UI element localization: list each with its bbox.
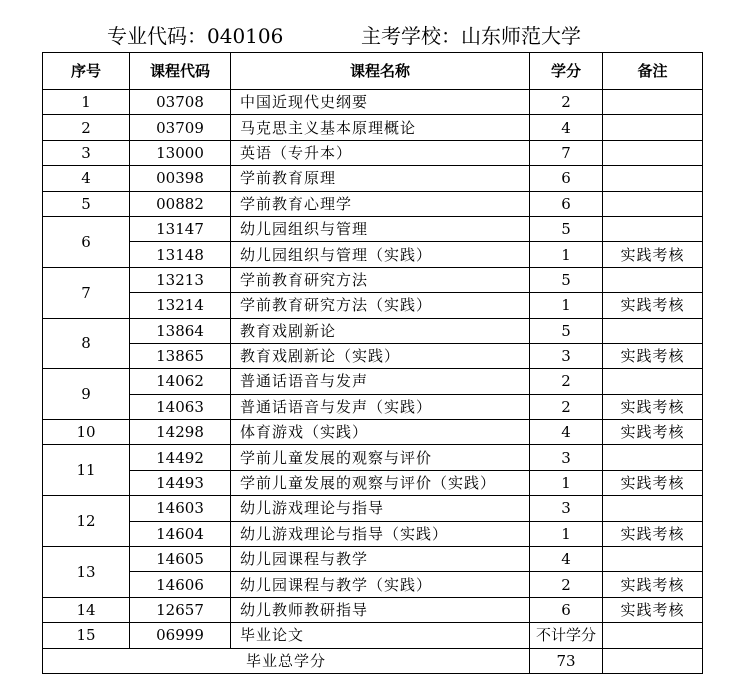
course-note [603, 318, 703, 343]
course-name: 学前教育原理 [231, 166, 530, 191]
course-credit: 3 [530, 445, 603, 470]
row-number: 9 [43, 369, 130, 420]
course-credit: 不计学分 [530, 623, 603, 648]
course-note: 实践考核 [603, 420, 703, 445]
table-row [43, 547, 703, 572]
course-credit: 6 [530, 166, 603, 191]
course-name: 幼儿游戏理论与指导（实践） [231, 521, 530, 546]
course-name: 幼儿园组织与管理（实践） [231, 242, 530, 267]
course-name: 学前儿童发展的观察与评价（实践） [231, 470, 530, 495]
course-code: 14604 [130, 521, 231, 546]
course-name: 幼儿园课程与教学（实践） [231, 572, 530, 597]
total-credit-label: 毕业总学分 [43, 648, 530, 673]
course-credit: 1 [530, 242, 603, 267]
course-code: 14062 [130, 369, 231, 394]
table-row [43, 394, 703, 419]
course-credit: 2 [530, 572, 603, 597]
course-code: 14063 [130, 394, 231, 419]
table-row [43, 521, 703, 546]
course-note: 实践考核 [603, 597, 703, 622]
course-code: 14492 [130, 445, 231, 470]
table-row [43, 623, 703, 648]
course-code: 14605 [130, 547, 231, 572]
table-row [43, 191, 703, 216]
course-code: 13000 [130, 140, 231, 165]
course-note: 实践考核 [603, 242, 703, 267]
course-credit: 2 [530, 90, 603, 115]
course-name: 幼儿园组织与管理 [231, 216, 530, 241]
course-credit: 5 [530, 318, 603, 343]
table-row [43, 597, 703, 622]
course-name: 学前儿童发展的观察与评价 [231, 445, 530, 470]
course-credit: 2 [530, 369, 603, 394]
course-note [603, 547, 703, 572]
course-code: 00398 [130, 166, 231, 191]
course-note: 实践考核 [603, 394, 703, 419]
column-header-note: 备注 [603, 53, 703, 90]
course-name: 幼儿游戏理论与指导 [231, 496, 530, 521]
row-number: 14 [43, 597, 130, 622]
row-number: 7 [43, 267, 130, 318]
table-row [43, 216, 703, 241]
row-number: 1 [43, 90, 130, 115]
course-code: 13147 [130, 216, 231, 241]
row-number: 4 [43, 166, 130, 191]
course-name: 学前教育心理学 [231, 191, 530, 216]
row-number: 8 [43, 318, 130, 369]
table-row [43, 267, 703, 292]
table-row [43, 242, 703, 267]
table-row [43, 318, 703, 343]
course-name: 幼儿园课程与教学 [231, 547, 530, 572]
course-credit: 4 [530, 115, 603, 140]
course-note [603, 496, 703, 521]
course-name: 普通话语音与发声 [231, 369, 530, 394]
course-credit: 7 [530, 140, 603, 165]
course-name: 学前教育研究方法 [231, 267, 530, 292]
course-credit: 4 [530, 420, 603, 445]
row-number: 13 [43, 547, 130, 598]
course-note: 实践考核 [603, 572, 703, 597]
course-credit: 5 [530, 216, 603, 241]
table-row [43, 343, 703, 368]
table-row [43, 140, 703, 165]
course-note [603, 216, 703, 241]
column-header-name: 课程名称 [231, 53, 530, 90]
course-name: 教育戏剧新论 [231, 318, 530, 343]
course-code: 14606 [130, 572, 231, 597]
row-number: 11 [43, 445, 130, 496]
course-code: 03709 [130, 115, 231, 140]
table-row [43, 470, 703, 495]
table-row [43, 115, 703, 140]
course-credit: 3 [530, 343, 603, 368]
course-table [42, 52, 703, 674]
course-code: 13214 [130, 293, 231, 318]
course-credit: 1 [530, 293, 603, 318]
row-number: 12 [43, 496, 130, 547]
course-credit: 2 [530, 394, 603, 419]
course-credit: 1 [530, 521, 603, 546]
course-name: 体育游戏（实践） [231, 420, 530, 445]
course-code: 14493 [130, 470, 231, 495]
row-number: 10 [43, 420, 130, 445]
table-row [43, 369, 703, 394]
document-heading [0, 21, 747, 51]
table-row [43, 420, 703, 445]
course-credit: 6 [530, 191, 603, 216]
total-credit-value: 73 [530, 648, 603, 673]
course-code: 14298 [130, 420, 231, 445]
table-row [43, 166, 703, 191]
table-row [43, 445, 703, 470]
course-note [603, 191, 703, 216]
course-note [603, 90, 703, 115]
course-code: 13865 [130, 343, 231, 368]
table-header-row [43, 53, 703, 90]
course-credit: 4 [530, 547, 603, 572]
course-code: 13148 [130, 242, 231, 267]
exam-school: 主考学校：山东师范大学 [361, 24, 581, 48]
course-note [603, 166, 703, 191]
course-code: 14603 [130, 496, 231, 521]
course-code: 06999 [130, 623, 231, 648]
course-note: 实践考核 [603, 470, 703, 495]
course-name: 学前教育研究方法（实践） [231, 293, 530, 318]
course-code: 00882 [130, 191, 231, 216]
total-note [603, 648, 703, 673]
major-code: 专业代码：040106 [107, 24, 284, 48]
course-code: 03708 [130, 90, 231, 115]
course-name: 马克思主义基本原理概论 [231, 115, 530, 140]
course-name: 中国近现代史纲要 [231, 90, 530, 115]
row-number: 15 [43, 623, 130, 648]
course-name: 教育戏剧新论（实践） [231, 343, 530, 368]
course-note: 实践考核 [603, 343, 703, 368]
table-row [43, 496, 703, 521]
column-header-code: 课程代码 [130, 53, 231, 90]
course-note [603, 115, 703, 140]
course-code: 13213 [130, 267, 231, 292]
course-name: 幼儿教师教研指导 [231, 597, 530, 622]
table-row [43, 572, 703, 597]
course-code: 13864 [130, 318, 231, 343]
course-note [603, 623, 703, 648]
course-note [603, 140, 703, 165]
course-name: 普通话语音与发声（实践） [231, 394, 530, 419]
course-credit: 3 [530, 496, 603, 521]
table-row [43, 293, 703, 318]
row-number: 3 [43, 140, 130, 165]
course-credit: 1 [530, 470, 603, 495]
column-header-credit: 学分 [530, 53, 603, 90]
course-note: 实践考核 [603, 293, 703, 318]
course-note: 实践考核 [603, 521, 703, 546]
course-credit: 6 [530, 597, 603, 622]
course-name: 英语（专升本） [231, 140, 530, 165]
total-row [43, 648, 703, 673]
row-number: 2 [43, 115, 130, 140]
column-header-no: 序号 [43, 53, 130, 90]
course-name: 毕业论文 [231, 623, 530, 648]
table-row [43, 90, 703, 115]
row-number: 5 [43, 191, 130, 216]
course-note [603, 267, 703, 292]
course-credit: 5 [530, 267, 603, 292]
course-note [603, 369, 703, 394]
course-code: 12657 [130, 597, 231, 622]
course-note [603, 445, 703, 470]
row-number: 6 [43, 216, 130, 267]
